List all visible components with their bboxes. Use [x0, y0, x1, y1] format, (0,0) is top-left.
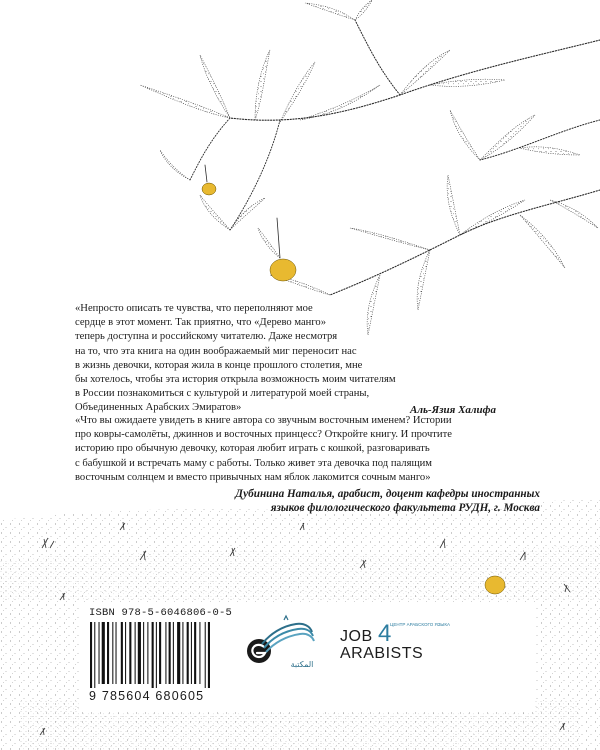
- maktaba-logo-text: المكتبة: [290, 660, 314, 669]
- quote1-line: на то, что эта книга на один воображаемый миг переносит нас: [75, 345, 357, 357]
- quote2-line: восточным солнцем и вместо привычных нам яблок лакомится сочным манго»: [75, 471, 431, 483]
- barcode-bar: [94, 622, 95, 688]
- barcode-bar: [121, 622, 123, 684]
- barcode-bar: [159, 622, 161, 684]
- quote-author: [75, 302, 405, 416]
- quote1-line: в жизнь девочки, которая жила в конце прошлого столетия, мне: [75, 359, 363, 371]
- barcode-bar: [208, 622, 210, 688]
- mango-hanging-large: [270, 259, 296, 281]
- quote2-line: с бабушкой и встречать маму с работы. Только живет эта девочка под палящим: [75, 457, 432, 469]
- barcode-bar: [173, 622, 174, 684]
- barcode: [88, 622, 230, 688]
- tree-branches: [190, 20, 600, 295]
- quote1-author: Аль-Язия Халифа: [410, 404, 497, 416]
- quote2-line: «Что вы ожидаете увидеть в книге автора со звучным восточным именем? Истории: [75, 415, 452, 426]
- barcode-bar: [112, 622, 113, 684]
- barcode-bar: [129, 622, 131, 684]
- barcode-bar: [199, 622, 200, 684]
- quote2-attribution: Дубинина Наталья, арабист, доцент кафедры иностранных: [235, 488, 540, 500]
- job-logo-tag: ЦЕНТР АРАБСКОГО ЯЗЫКА: [390, 622, 451, 627]
- barcode-bar: [107, 622, 109, 684]
- maktaba-book-logo-icon: [256, 614, 318, 660]
- barcode-bar: [165, 622, 166, 684]
- tree-leaves: [140, 0, 598, 335]
- barcode-bar: [102, 622, 105, 684]
- barcode-bar: [143, 622, 144, 684]
- quote1-line: бы хотелось, чтобы эта история открыла возможность моим читателям: [75, 374, 396, 386]
- quote2-attribution: языков филологического факультета РУДН, г. Москва: [270, 502, 540, 514]
- barcode-bar: [169, 622, 171, 684]
- quote2-line: историю про обычную девочку, которая любит играть с кошкой, разговаривать: [75, 443, 430, 455]
- quote1-line: в России познакомиться с культурой и литературой моей страны,: [75, 388, 370, 400]
- barcode-bar: [156, 622, 157, 688]
- quote1-line: теперь доступна и российскому читателю. Даже несмотря: [75, 331, 338, 343]
- barcode-bar: [182, 622, 183, 684]
- quote1-line: «Непросто описать те чувства, что переполняют мое: [75, 303, 313, 314]
- barcode-bar: [147, 622, 148, 684]
- barcode-bar: [187, 622, 189, 684]
- job-logo-word: JOB: [340, 628, 373, 645]
- job-logo-word-arabists: ARABISTS: [340, 645, 424, 662]
- barcode-bar: [191, 622, 192, 684]
- isbn-label: ISBN 978-5-6046806-0-5: [89, 607, 233, 619]
- barcode-bar: [177, 622, 180, 684]
- barcode-bar: [116, 622, 117, 684]
- barcode-bar: [152, 622, 154, 688]
- mango-ground: [485, 576, 505, 594]
- quote1-line: сердце в этот момент. Так приятно, что «Дерево манго»: [75, 317, 327, 329]
- barcode-bar: [125, 622, 126, 684]
- barcode-bar: [205, 622, 206, 688]
- barcode-bar: [135, 622, 136, 684]
- barcode-number: 9 785604 680605: [89, 689, 205, 703]
- quote-reviewer: [75, 414, 535, 485]
- barcode-bar: [99, 622, 100, 684]
- quote2-line: про ковры-самолёты, джиннов и восточных принцесс? Откройте книгу. И прочтите: [75, 429, 452, 441]
- barcode-bar: [90, 622, 92, 688]
- mango-hanging-small: [202, 183, 216, 195]
- barcode-bar: [194, 622, 196, 684]
- job-logo-digit: 4: [378, 620, 392, 647]
- quote1-line: Объединенных Арабских Эмиратов»: [75, 402, 242, 414]
- barcode-bar: [138, 622, 141, 684]
